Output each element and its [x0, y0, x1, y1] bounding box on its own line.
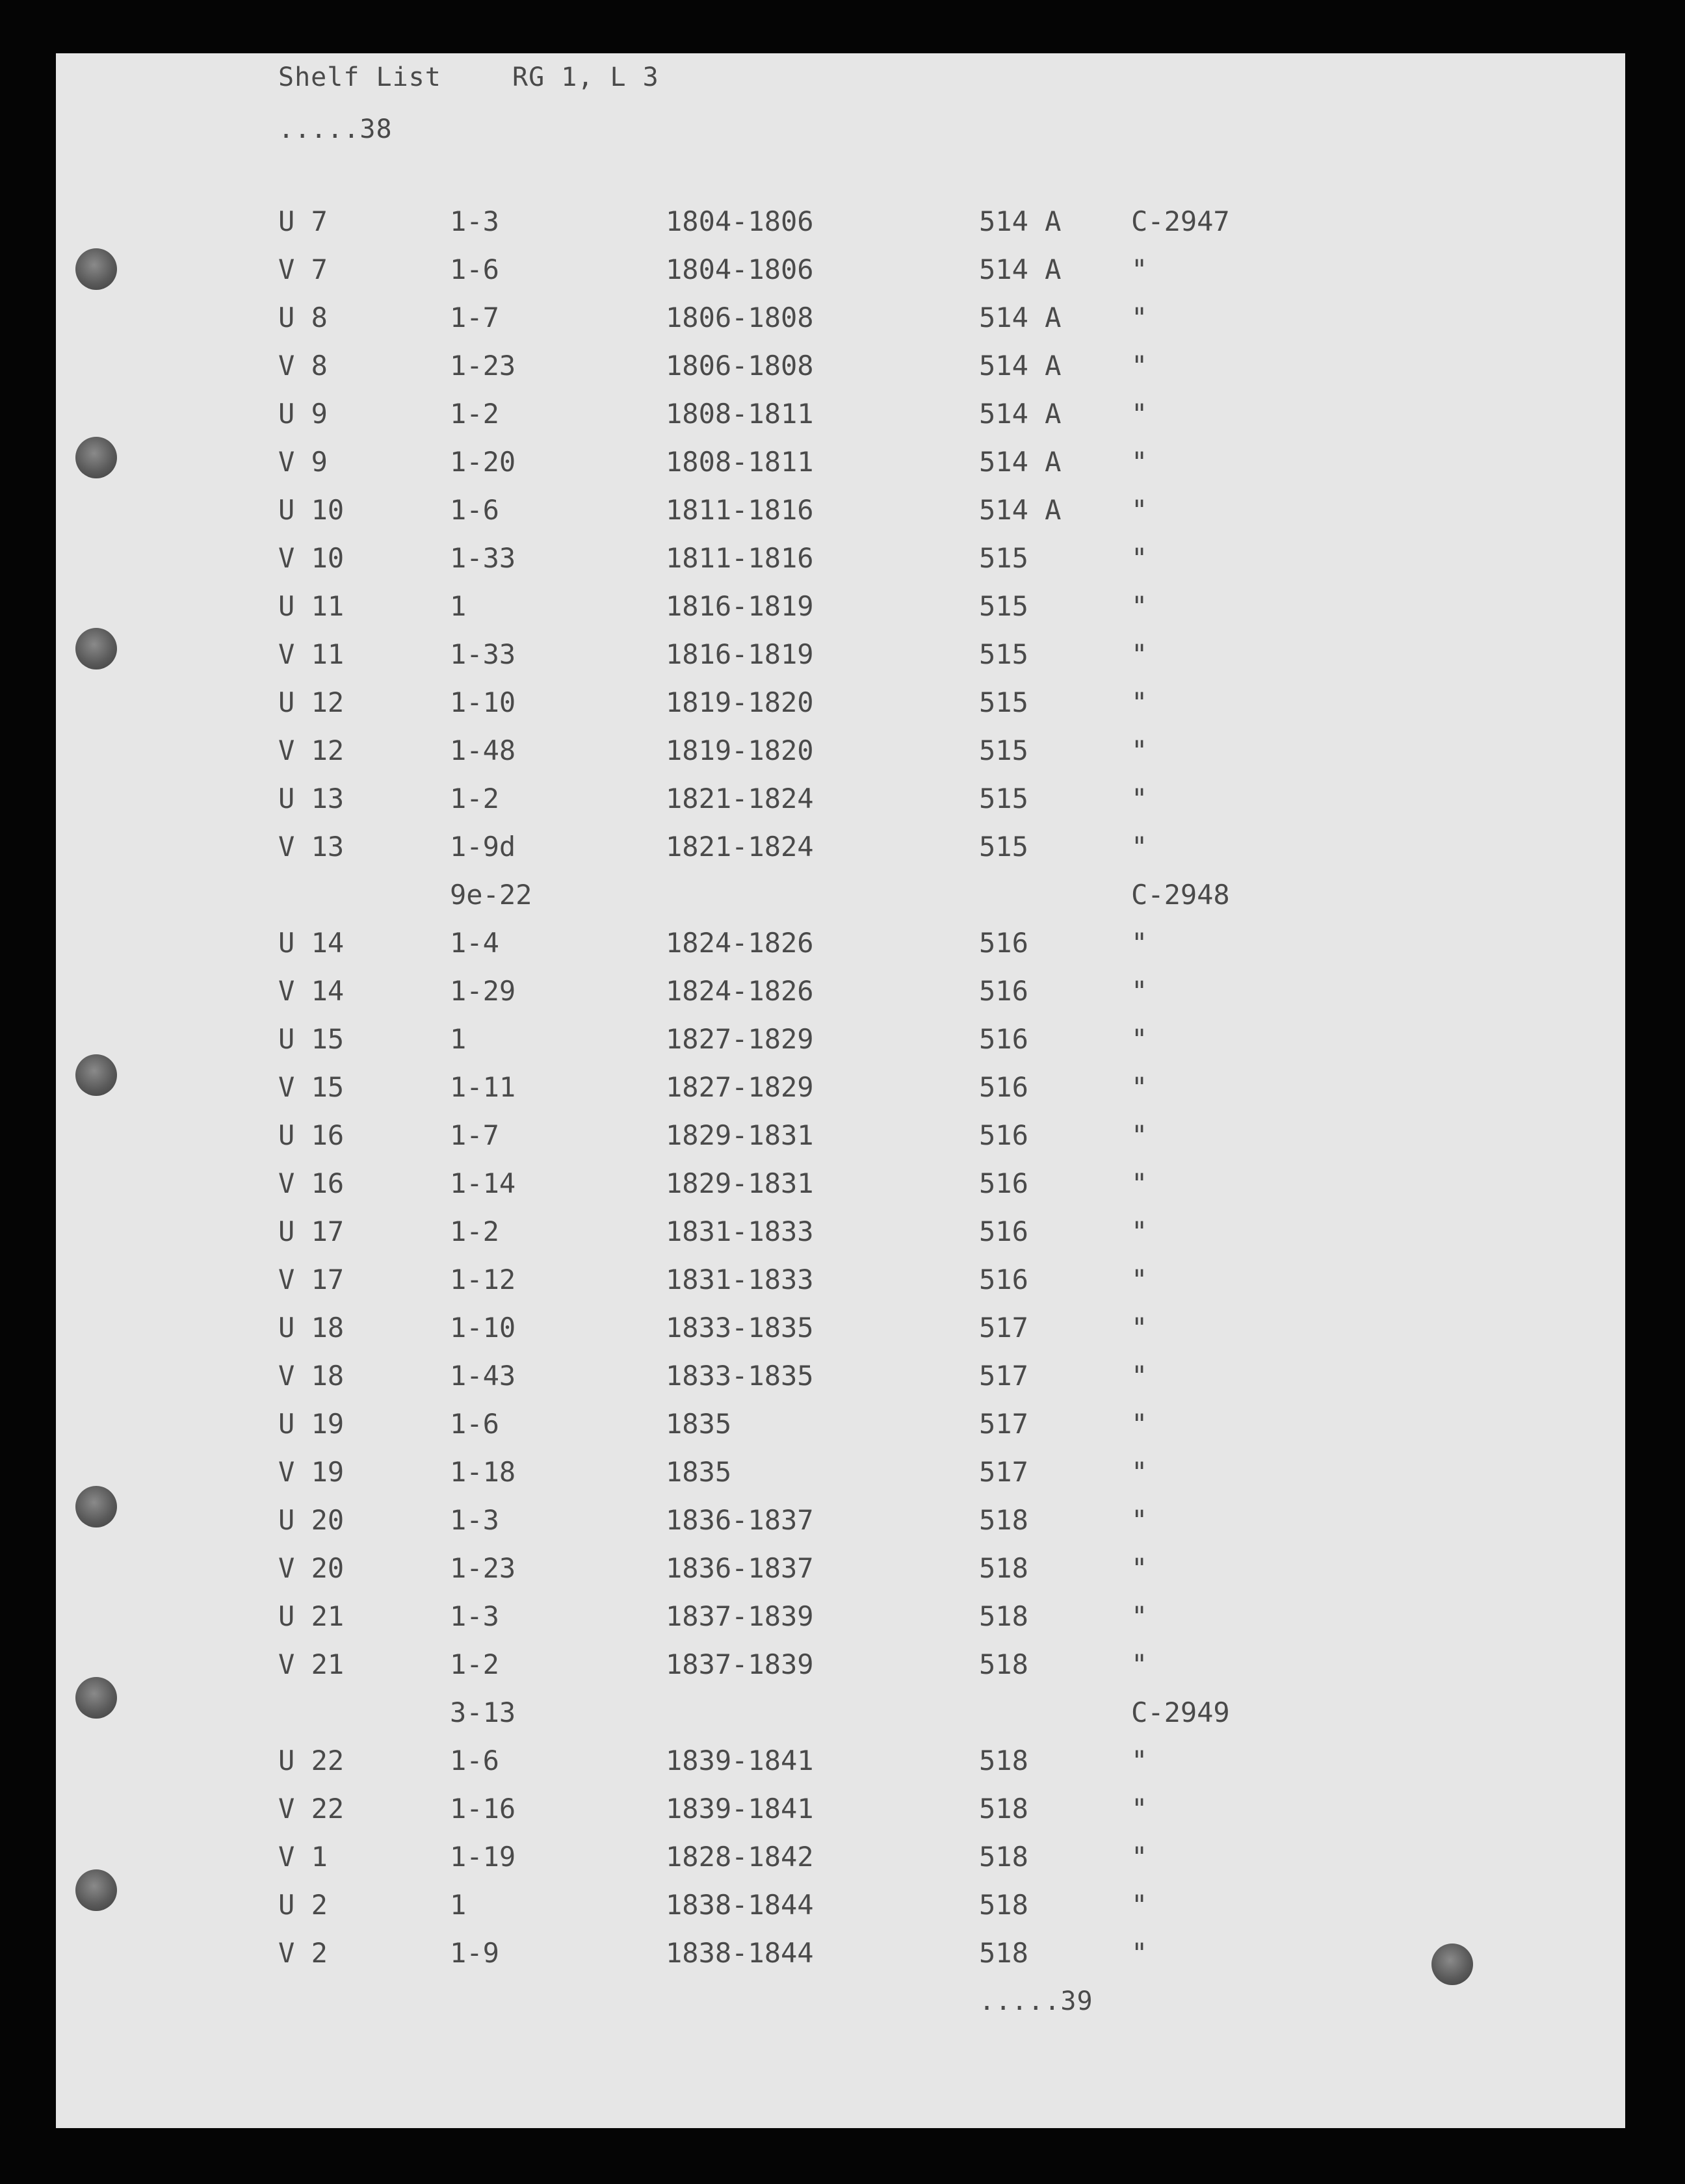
- years-cell: 1811-1816: [666, 494, 814, 526]
- reel-cell: ": [1131, 398, 1148, 430]
- years-cell: 1837-1839: [666, 1648, 814, 1680]
- unit-cell: U 12: [278, 686, 345, 718]
- table-row: [0, 1216, 1685, 1264]
- box-cell: 517: [979, 1312, 1028, 1344]
- reel-cell: ": [1131, 1793, 1148, 1825]
- parts-cell: 1-6: [450, 1408, 499, 1440]
- box-cell: 518: [979, 1552, 1028, 1584]
- unit-cell: V 21: [278, 1648, 345, 1680]
- continued-from-page: .....38: [278, 114, 393, 144]
- unit-cell: U 14: [278, 927, 345, 959]
- table-row: [0, 638, 1685, 686]
- parts-cell: 1-9: [450, 1937, 499, 1969]
- parts-cell: 1-7: [450, 1119, 499, 1151]
- table-row: [0, 1648, 1685, 1696]
- unit-cell: V 7: [278, 254, 328, 285]
- table-row: [0, 975, 1685, 1023]
- unit-cell: V 22: [278, 1793, 345, 1825]
- parts-cell: 1-19: [450, 1841, 516, 1873]
- box-cell: 518: [979, 1793, 1028, 1825]
- table-row: [0, 1793, 1685, 1841]
- reel-cell: ": [1131, 1312, 1148, 1344]
- years-cell: 1839-1841: [666, 1745, 814, 1776]
- continued-to-page: .....39: [979, 1986, 1093, 2016]
- reel-cell: ": [1131, 446, 1148, 478]
- table-row: [0, 1167, 1685, 1216]
- parts-cell: 1-11: [450, 1071, 516, 1103]
- box-cell: 515: [979, 783, 1028, 814]
- table-row: [0, 1360, 1685, 1408]
- years-cell: 1806-1808: [666, 350, 814, 382]
- unit-cell: U 22: [278, 1745, 345, 1776]
- box-cell: 518: [979, 1648, 1028, 1680]
- box-cell: 518: [979, 1600, 1028, 1632]
- unit-cell: V 17: [278, 1264, 345, 1295]
- years-cell: 1835: [666, 1456, 732, 1488]
- reel-cell: ": [1131, 927, 1148, 959]
- box-cell: 516: [979, 927, 1028, 959]
- table-row: [0, 1552, 1685, 1600]
- unit-cell: V 9: [278, 446, 328, 478]
- years-cell: 1831-1833: [666, 1264, 814, 1295]
- table-row: [0, 1071, 1685, 1119]
- parts-cell: 1-14: [450, 1167, 516, 1199]
- parts-cell: 1: [450, 1889, 467, 1921]
- table-row: [0, 1408, 1685, 1456]
- table-row: [0, 205, 1685, 254]
- reel-cell: ": [1131, 350, 1148, 382]
- unit-cell: U 19: [278, 1408, 345, 1440]
- parts-cell: 1-18: [450, 1456, 516, 1488]
- table-row: [0, 590, 1685, 638]
- box-cell: 516: [979, 1071, 1028, 1103]
- record-group-label: RG 1, L 3: [512, 62, 659, 92]
- reel-cell: ": [1131, 1216, 1148, 1247]
- parts-cell: 1-2: [450, 783, 499, 814]
- reel-cell: ": [1131, 1600, 1148, 1632]
- years-cell: 1819-1820: [666, 686, 814, 718]
- table-row: [0, 1600, 1685, 1648]
- parts-cell: 1: [450, 590, 467, 622]
- reel-cell: ": [1131, 1023, 1148, 1055]
- unit-cell: U 16: [278, 1119, 345, 1151]
- box-cell: 514 A: [979, 205, 1062, 237]
- unit-cell: U 8: [278, 302, 328, 333]
- years-cell: 1836-1837: [666, 1504, 814, 1536]
- reel-cell: ": [1131, 1167, 1148, 1199]
- table-row: [0, 254, 1685, 302]
- years-cell: 1819-1820: [666, 734, 814, 766]
- table-row: [0, 927, 1685, 975]
- parts-cell: 1-6: [450, 494, 499, 526]
- years-cell: 1833-1835: [666, 1312, 814, 1344]
- unit-cell: V 14: [278, 975, 345, 1007]
- box-cell: 518: [979, 1504, 1028, 1536]
- years-cell: 1824-1826: [666, 975, 814, 1007]
- years-cell: 1824-1826: [666, 927, 814, 959]
- years-cell: 1829-1831: [666, 1167, 814, 1199]
- reel-cell: ": [1131, 1841, 1148, 1873]
- box-cell: 516: [979, 1216, 1028, 1247]
- box-cell: 516: [979, 1264, 1028, 1295]
- unit-cell: U 18: [278, 1312, 345, 1344]
- reel-cell: ": [1131, 1360, 1148, 1392]
- parts-cell: 1-3: [450, 1600, 499, 1632]
- unit-cell: V 20: [278, 1552, 345, 1584]
- box-cell: 514 A: [979, 350, 1062, 382]
- years-cell: 1835: [666, 1408, 732, 1440]
- years-cell: 1827-1829: [666, 1023, 814, 1055]
- table-row: [0, 1456, 1685, 1504]
- unit-cell: U 13: [278, 783, 345, 814]
- years-cell: 1821-1824: [666, 831, 814, 863]
- parts-cell: 1-43: [450, 1360, 516, 1392]
- years-cell: 1836-1837: [666, 1552, 814, 1584]
- table-row: [0, 1119, 1685, 1167]
- table-row: [0, 1841, 1685, 1889]
- unit-cell: V 2: [278, 1937, 328, 1969]
- box-cell: 517: [979, 1408, 1028, 1440]
- reel-cell: ": [1131, 783, 1148, 814]
- box-cell: 515: [979, 638, 1028, 670]
- unit-cell: V 1: [278, 1841, 328, 1873]
- table-row: [0, 734, 1685, 783]
- table-row: [0, 446, 1685, 494]
- table-row: [0, 1264, 1685, 1312]
- box-cell: 514 A: [979, 494, 1062, 526]
- years-cell: 1811-1816: [666, 542, 814, 574]
- parts-cell: 9e-22: [450, 879, 532, 911]
- box-cell: 515: [979, 590, 1028, 622]
- parts-cell: 1-10: [450, 1312, 516, 1344]
- reel-cell: ": [1131, 1408, 1148, 1440]
- table-row: [0, 494, 1685, 542]
- table-row: [0, 1889, 1685, 1937]
- unit-cell: U 10: [278, 494, 345, 526]
- years-cell: 1804-1806: [666, 254, 814, 285]
- years-cell: 1838-1844: [666, 1889, 814, 1921]
- reel-cell: ": [1131, 1552, 1148, 1584]
- reel-cell: ": [1131, 302, 1148, 333]
- unit-cell: V 10: [278, 542, 345, 574]
- parts-cell: 1-6: [450, 254, 499, 285]
- unit-cell: U 7: [278, 205, 328, 237]
- table-row: [0, 1745, 1685, 1793]
- reel-cell: ": [1131, 590, 1148, 622]
- reel-cell: ": [1131, 494, 1148, 526]
- parts-cell: 1-33: [450, 542, 516, 574]
- table-row: [0, 879, 1685, 927]
- box-cell: 518: [979, 1889, 1028, 1921]
- reel-cell: ": [1131, 831, 1148, 863]
- table-row: [0, 1023, 1685, 1071]
- parts-cell: 1-6: [450, 1745, 499, 1776]
- table-row: [0, 398, 1685, 446]
- reel-cell: C-2949: [1131, 1696, 1230, 1728]
- parts-cell: 1-20: [450, 446, 516, 478]
- years-cell: 1837-1839: [666, 1600, 814, 1632]
- box-cell: 514 A: [979, 254, 1062, 285]
- years-cell: 1828-1842: [666, 1841, 814, 1873]
- parts-cell: 1-48: [450, 734, 516, 766]
- reel-cell: ": [1131, 1745, 1148, 1776]
- parts-cell: 3-13: [450, 1696, 516, 1728]
- table-row: [0, 1937, 1685, 1985]
- parts-cell: 1-16: [450, 1793, 516, 1825]
- reel-cell: ": [1131, 686, 1148, 718]
- reel-cell: ": [1131, 1119, 1148, 1151]
- parts-cell: 1-33: [450, 638, 516, 670]
- box-cell: 516: [979, 1023, 1028, 1055]
- table-row: [0, 302, 1685, 350]
- parts-cell: 1-10: [450, 686, 516, 718]
- reel-cell: ": [1131, 1937, 1148, 1969]
- parts-cell: 1-2: [450, 1648, 499, 1680]
- table-row: [0, 1312, 1685, 1360]
- box-cell: 518: [979, 1937, 1028, 1969]
- unit-cell: U 2: [278, 1889, 328, 1921]
- reel-cell: ": [1131, 975, 1148, 1007]
- reel-cell: ": [1131, 1264, 1148, 1295]
- unit-cell: V 8: [278, 350, 328, 382]
- years-cell: 1804-1806: [666, 205, 814, 237]
- years-cell: 1829-1831: [666, 1119, 814, 1151]
- unit-cell: V 13: [278, 831, 345, 863]
- reel-cell: ": [1131, 1456, 1148, 1488]
- unit-cell: V 16: [278, 1167, 345, 1199]
- unit-cell: V 18: [278, 1360, 345, 1392]
- unit-cell: U 17: [278, 1216, 345, 1247]
- box-cell: 515: [979, 542, 1028, 574]
- parts-cell: 1: [450, 1023, 467, 1055]
- unit-cell: V 11: [278, 638, 345, 670]
- shelf-list-title: Shelf List: [278, 62, 441, 92]
- box-cell: 514 A: [979, 302, 1062, 333]
- table-row: [0, 1504, 1685, 1552]
- years-cell: 1831-1833: [666, 1216, 814, 1247]
- parts-cell: 1-3: [450, 1504, 499, 1536]
- unit-cell: U 11: [278, 590, 345, 622]
- parts-cell: 1-2: [450, 398, 499, 430]
- years-cell: 1808-1811: [666, 446, 814, 478]
- table-row: [0, 783, 1685, 831]
- box-cell: 518: [979, 1745, 1028, 1776]
- box-cell: 517: [979, 1456, 1028, 1488]
- years-cell: 1816-1819: [666, 638, 814, 670]
- years-cell: 1827-1829: [666, 1071, 814, 1103]
- box-cell: 516: [979, 1119, 1028, 1151]
- reel-cell: ": [1131, 1889, 1148, 1921]
- reel-cell: C-2947: [1131, 205, 1230, 237]
- parts-cell: 1-29: [450, 975, 516, 1007]
- box-cell: 515: [979, 831, 1028, 863]
- reel-cell: ": [1131, 254, 1148, 285]
- table-row: [0, 1696, 1685, 1745]
- parts-cell: 1-23: [450, 350, 516, 382]
- parts-cell: 1-2: [450, 1216, 499, 1247]
- years-cell: 1806-1808: [666, 302, 814, 333]
- unit-cell: U 9: [278, 398, 328, 430]
- box-cell: 518: [979, 1841, 1028, 1873]
- reel-cell: ": [1131, 1648, 1148, 1680]
- unit-cell: V 15: [278, 1071, 345, 1103]
- box-cell: 515: [979, 734, 1028, 766]
- unit-cell: V 19: [278, 1456, 345, 1488]
- years-cell: 1839-1841: [666, 1793, 814, 1825]
- box-cell: 517: [979, 1360, 1028, 1392]
- reel-cell: C-2948: [1131, 879, 1230, 911]
- reel-cell: ": [1131, 638, 1148, 670]
- table-row: [0, 831, 1685, 879]
- reel-cell: ": [1131, 734, 1148, 766]
- years-cell: 1816-1819: [666, 590, 814, 622]
- box-cell: 514 A: [979, 398, 1062, 430]
- reel-cell: ": [1131, 1071, 1148, 1103]
- parts-cell: 1-4: [450, 927, 499, 959]
- parts-cell: 1-3: [450, 205, 499, 237]
- unit-cell: U 15: [278, 1023, 345, 1055]
- parts-cell: 1-9d: [450, 831, 516, 863]
- years-cell: 1821-1824: [666, 783, 814, 814]
- years-cell: 1808-1811: [666, 398, 814, 430]
- reel-cell: ": [1131, 542, 1148, 574]
- unit-cell: V 12: [278, 734, 345, 766]
- table-row: [0, 542, 1685, 590]
- unit-cell: U 20: [278, 1504, 345, 1536]
- unit-cell: U 21: [278, 1600, 345, 1632]
- parts-cell: 1-7: [450, 302, 499, 333]
- box-cell: 516: [979, 975, 1028, 1007]
- years-cell: 1833-1835: [666, 1360, 814, 1392]
- box-cell: 514 A: [979, 446, 1062, 478]
- parts-cell: 1-12: [450, 1264, 516, 1295]
- table-row: [0, 686, 1685, 734]
- box-cell: 515: [979, 686, 1028, 718]
- table-row: [0, 350, 1685, 398]
- parts-cell: 1-23: [450, 1552, 516, 1584]
- years-cell: 1838-1844: [666, 1937, 814, 1969]
- reel-cell: ": [1131, 1504, 1148, 1536]
- box-cell: 516: [979, 1167, 1028, 1199]
